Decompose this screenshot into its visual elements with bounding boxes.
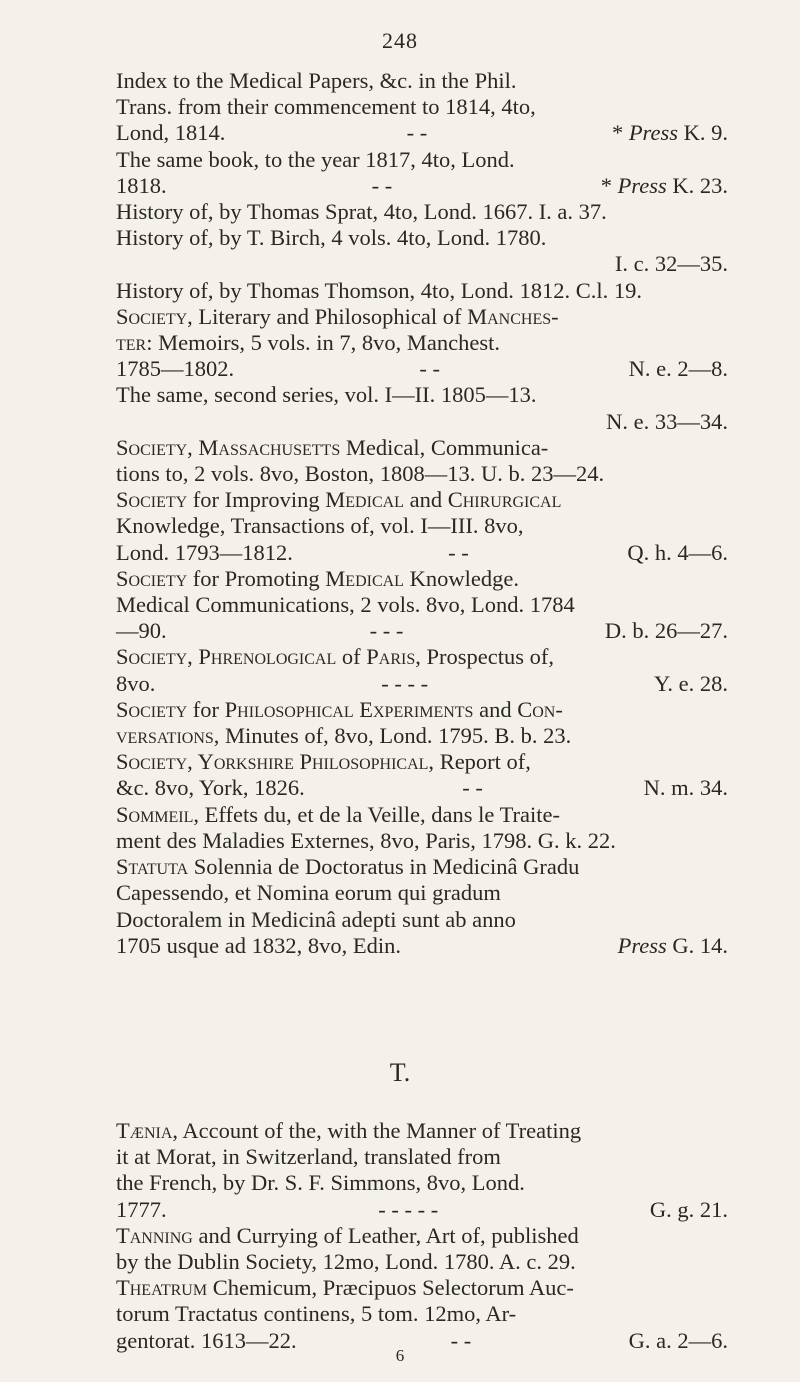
index-entries-s (116, 68, 728, 959)
entry-line (116, 827, 728, 854)
index-entry (116, 854, 728, 959)
entry-line (116, 723, 728, 749)
entry-text: Knowledge. (403, 565, 519, 591)
entry-heading: Society, Massachusetts (116, 434, 341, 460)
entry-text: for (187, 696, 225, 722)
shelf-mark (643, 775, 728, 801)
entry-text: Medical Communications, 2 vols. 8vo, Lond. 1784 (116, 592, 575, 618)
press-label: Press (617, 932, 667, 958)
entry-heading: versations, (116, 723, 220, 749)
entry-text: by the Dublin Society, 12mo, Lond. 1780. A. c. 29. (116, 1249, 576, 1275)
shelf-mark: N. e. 33—34. (606, 408, 728, 434)
page-number: 248 (382, 28, 418, 53)
entry-line: 1818. - - * Press K. 23. (116, 172, 728, 198)
entry-line (116, 854, 728, 880)
entry-line: 1785—1802. - - N. e. 2—8. (116, 356, 728, 382)
entry-heading: Society, Phrenological (116, 644, 337, 670)
entry-text: 1785—1802. (116, 356, 235, 382)
entry-heading: Paris, (366, 644, 421, 670)
index-entry (116, 1118, 728, 1223)
entry-line (116, 146, 728, 173)
entry-heading: Sommeil, (116, 801, 200, 827)
shelf-code: N. m. 34. (643, 775, 728, 801)
shelf-code: G. a. 2—6. (628, 1327, 728, 1353)
entry-line (116, 618, 728, 644)
entry-text: and Currying of Leather, Art of, published (192, 1222, 579, 1248)
entry-text: Minutes of, 8vo, Lond. 1795. B. b. 23. (219, 723, 572, 749)
entry-heading: Society, Yorkshire Philosophical, (116, 749, 435, 775)
entry-line: &c. 8vo, York, 1826. - - N. m. 34. (116, 775, 728, 801)
index-entry (116, 68, 728, 304)
entry-line (116, 749, 728, 775)
entry-heading: Medical (325, 565, 404, 591)
asterisk: * (611, 120, 629, 146)
entry-line (116, 1222, 728, 1249)
signature-mark: 6 (395, 1346, 405, 1365)
entry-line (116, 434, 728, 461)
entry-line (116, 1249, 728, 1275)
index-entry (116, 487, 728, 566)
entry-text: Doctoralem in Medicinâ adepti sunt ab anno (116, 906, 516, 932)
index-entry (116, 1275, 728, 1354)
entry-text: —90. (116, 618, 167, 644)
dash-leader: - - - - (381, 670, 429, 696)
entry-line (116, 225, 728, 251)
entry-text: History of, by T. Birch, 4 vols. 4to, Lond. 1780. (116, 225, 547, 251)
entry-line (140, 409, 728, 435)
entry-text: History of, by Thomas Sprat, 4to, Lond. 1667. I. a. 37. (116, 199, 607, 225)
entry-line (116, 1118, 728, 1144)
entry-line (116, 277, 728, 304)
index-entry (116, 566, 728, 645)
entry-line: Lond. 1793—1812. - - Q. h. 4—6. (116, 539, 728, 565)
entry-heading: Medical (325, 487, 404, 513)
entry-text: gentorat. 1613—22. (116, 1327, 297, 1353)
press-label: Press (628, 120, 678, 146)
shelf-mark (628, 356, 728, 382)
entry-text: Chemicum, Præcipuos Selectorum Auc- (207, 1275, 574, 1301)
shelf-mark (627, 539, 728, 566)
entry-line: Lond, 1814. - - * Press K. 9. (116, 120, 728, 146)
entry-text: Trans. from their commencement to 1814, 4to, (116, 94, 536, 120)
entry-text: Effets du, et de la Veille, dans le Traite- (199, 801, 560, 827)
shelf-code: N. e. 2—8. (628, 356, 728, 382)
entry-line (116, 382, 728, 408)
entry-text: &c. 8vo, York, 1826. (116, 775, 305, 801)
shelf-mark (617, 932, 728, 959)
shelf-mark: I. c. 32—35. (614, 251, 728, 277)
entry-heading: Tanning (116, 1222, 193, 1248)
entry-text: for Improving (187, 487, 326, 513)
entry-text: The same, second series, vol. I—II. 1805—13. (116, 382, 537, 408)
index-entry (116, 749, 728, 801)
entry-heading: Manches- (467, 303, 559, 329)
entry-line (116, 801, 728, 828)
entry-text: Prospectus of, (420, 644, 554, 670)
entry-text: Lond. 1793—1812. (116, 539, 293, 565)
entry-text: for Promoting (187, 565, 326, 591)
entry-text: and (403, 487, 448, 513)
asterisk: * (600, 172, 618, 198)
entry-line (116, 644, 728, 670)
entry-line (116, 303, 728, 330)
entry-text: Solennia de Doctoratus in Medicinâ Gradu (188, 854, 580, 880)
entry-line (116, 199, 728, 225)
entry-heading: Society, (116, 303, 193, 329)
index-entry (116, 1223, 728, 1275)
entry-text: 8vo. (116, 670, 156, 696)
dash-leader: - - - (369, 618, 404, 644)
entry-text: it at Morat, in Switzerland, translated from (116, 1144, 501, 1170)
index-entry (116, 697, 728, 749)
entry-text: ment des Maladies Externes, 8vo, Paris, 1798. G. k. 22. (116, 827, 616, 853)
entry-line (116, 592, 728, 618)
entry-line (116, 1301, 728, 1327)
entry-text: : Memoirs, 5 vols. in 7, 8vo, Manchest. (146, 330, 500, 356)
entry-text: History of, by Thomas Thomson, 4to, Lond. 1812. C.l. 19. (116, 277, 643, 303)
shelf-code: K. 9. (677, 120, 728, 146)
entry-line (116, 932, 728, 959)
shelf-mark (611, 120, 728, 146)
section-letter-heading: T. (389, 1058, 411, 1087)
index-entry (116, 802, 728, 854)
entry-heading: Statuta (116, 854, 189, 880)
entry-text: Medical, Communica- (340, 434, 549, 460)
index-entries-t (116, 1118, 728, 1354)
entry-line (116, 1144, 728, 1170)
entry-line: gentorat. 1613—22. - - G. a. 2—6. (116, 1327, 728, 1353)
entry-line (116, 461, 728, 487)
entry-line (116, 696, 728, 723)
entry-text: tions to, 2 vols. 8vo, Boston, 1808—13. U. b. 23—24. (116, 461, 605, 487)
entry-heading: Con- (517, 696, 563, 722)
entry-line (116, 68, 728, 94)
entry-text: Account of the, with the Manner of Treating (178, 1118, 582, 1143)
entry-heading: Society (116, 696, 188, 722)
shelf-code: G. 14. (666, 932, 728, 958)
shelf-code: G. g. 21. (649, 1196, 728, 1222)
entry-line (116, 487, 728, 513)
entry-line (116, 94, 728, 120)
entry-heading: Tænia, (116, 1118, 179, 1143)
shelf-code: K. 23. (666, 172, 728, 198)
shelf-mark (654, 670, 728, 697)
entry-line (116, 1170, 728, 1196)
entry-text: Knowledge, Transactions of, vol. I—III. 8vo, (116, 513, 524, 539)
entry-heading: Theatrum (116, 1275, 208, 1301)
shelf-mark (649, 1196, 728, 1223)
entry-text: Report of, (434, 749, 531, 775)
entry-text: 1818. (116, 172, 167, 198)
entry-line (140, 251, 728, 277)
index-entry (116, 644, 728, 696)
entry-text: of (336, 644, 367, 670)
entry-text: and (473, 696, 518, 722)
entry-line (116, 1196, 728, 1223)
shelf-mark (600, 172, 728, 199)
entry-heading: ter (116, 330, 147, 356)
shelf-code: D. b. 26—27. (604, 618, 728, 644)
entry-line (116, 330, 728, 356)
entry-line (116, 565, 728, 592)
entry-text: The same book, to the year 1817, 4to, Lond. (116, 146, 515, 172)
entry-line (116, 880, 728, 906)
entry-text: Literary and Philosophical of (192, 303, 468, 329)
entry-heading: Society (116, 487, 188, 513)
shelf-mark (604, 618, 728, 644)
entry-heading: Society (116, 565, 188, 591)
entry-line (116, 1275, 728, 1301)
shelf-code: Y. e. 28. (654, 670, 728, 696)
entry-line (116, 670, 728, 697)
entry-text: Lond, 1814. (116, 120, 226, 146)
entry-text: Capessendo, et Nomina eorum qui gradum (116, 880, 501, 906)
entry-text: the French, by Dr. S. F. Simmons, 8vo, Lond. (116, 1170, 525, 1196)
index-entry (116, 304, 728, 435)
index-entry (116, 435, 728, 487)
entry-heading: Chirurgical (447, 487, 562, 513)
entry-text: torum Tractatus continens, 5 tom. 12mo, Ar- (116, 1301, 517, 1327)
entry-line (116, 513, 728, 539)
press-label: Press (617, 172, 667, 198)
dash-leader: - - - - - (378, 1196, 439, 1222)
entry-line (116, 906, 728, 933)
entry-text: 1777. (116, 1196, 167, 1222)
entry-text: Index to the Medical Papers, &c. in the Phil. (116, 68, 517, 93)
entry-heading: Philosophical Experiments (224, 696, 474, 722)
shelf-code: Q. h. 4—6. (627, 539, 728, 565)
entry-text: 1705 usque ad 1832, 8vo, Edin. (116, 932, 401, 958)
